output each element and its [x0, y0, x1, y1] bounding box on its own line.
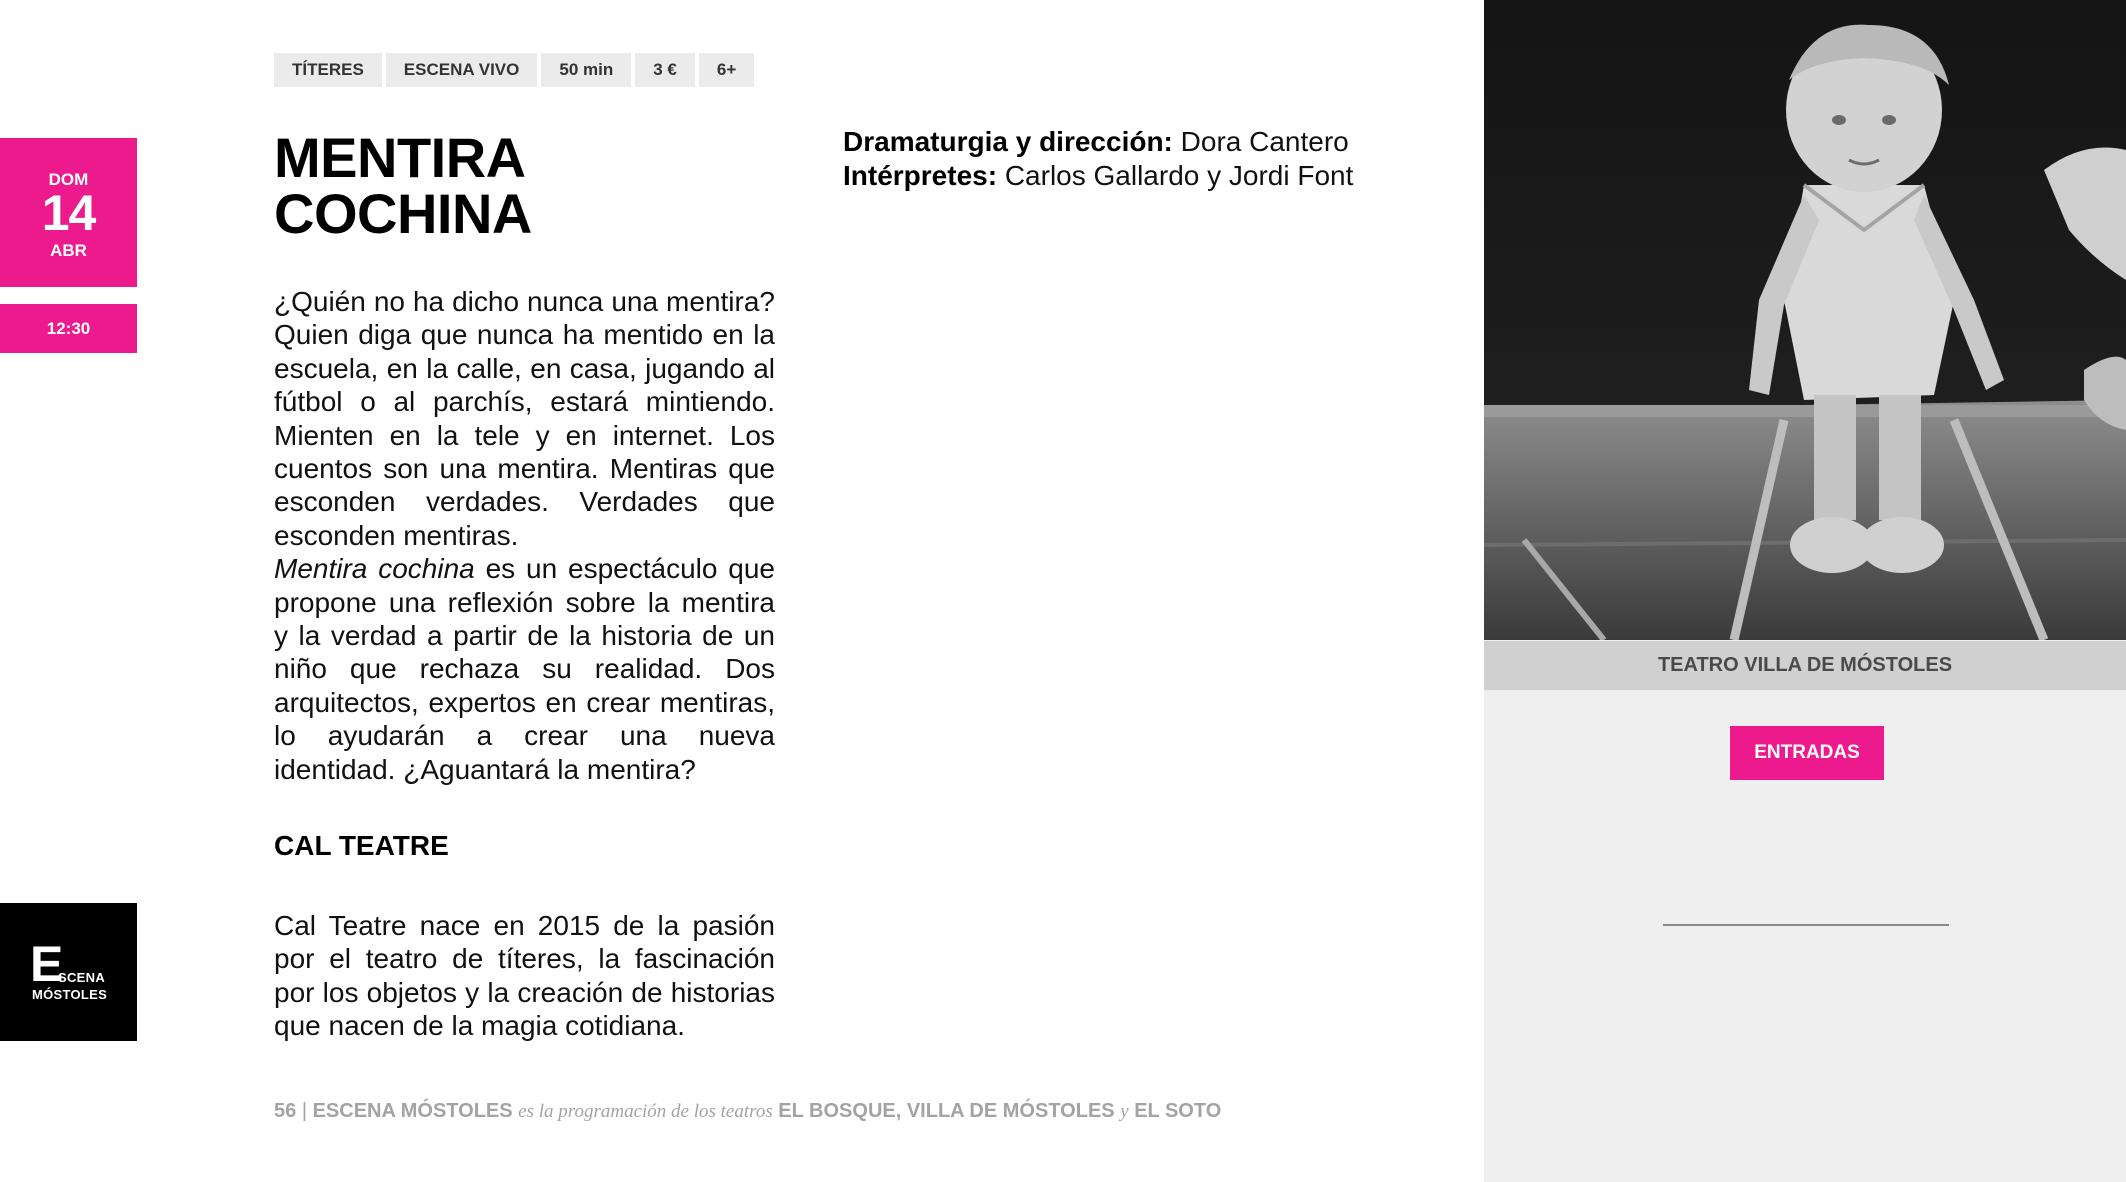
escena-mostoles-logo — [0, 903, 137, 1041]
footer-venues-b: EL SOTO — [1134, 1100, 1222, 1122]
date-badge — [0, 138, 137, 287]
synopsis-paragraph-2 — [274, 552, 775, 786]
venue-name: TEATRO VILLA DE MÓSTOLES — [1484, 641, 2126, 690]
footer-venues-a: EL BOSQUE, VILLA DE MÓSTOLES — [778, 1100, 1115, 1122]
synopsis-paragraph-2-text: es un espectáculo que propone una reflexión sobre la mentira y la verdad a partir de la historia de un niño que rechaza su realidad. Dos arquitectos, expertos en crear mentiras, lo ayudarán a crear una nueva identidad. ¿Aguantará la mentira? — [274, 553, 776, 785]
footer-conj: y — [1120, 1101, 1129, 1122]
synopsis — [274, 285, 775, 786]
show-title — [274, 126, 794, 245]
date-day: 14 — [41, 185, 96, 241]
logo-word-scena: SCENA — [58, 970, 106, 985]
tag-duration: 50 min — [541, 53, 631, 87]
credits — [843, 125, 1353, 193]
company-name: CAL TEATRE — [274, 830, 449, 861]
show-title-line2: COCHINA — [274, 182, 532, 245]
tag-age: 6+ — [699, 53, 754, 87]
credit-direction — [843, 125, 1353, 159]
page-number: 56 — [274, 1100, 297, 1122]
credit-direction-value: Dora Cantero — [1180, 126, 1349, 157]
tag-row — [274, 53, 754, 87]
footer-separator: | — [301, 1100, 308, 1122]
tag-genre: TÍTERES — [274, 53, 382, 87]
divider-line — [1663, 924, 1949, 926]
show-photo — [1484, 0, 2126, 640]
time-badge: 12:30 — [0, 304, 137, 353]
company-description: Cal Teatre nace en 2015 de la pasión por el teatro de títeres, la fascinación por los objetos y la creación de historias que nacen de la magia cotidiana. — [274, 910, 775, 1042]
credit-direction-label: Dramaturgia y dirección: — [843, 126, 1173, 157]
logo-word-mostoles: MÓSTOLES — [32, 987, 108, 1002]
credit-performers-value: Carlos Gallardo y Jordi Font — [1004, 160, 1354, 191]
page-footer — [274, 1100, 1221, 1123]
synopsis-paragraph-1: ¿Quién no ha dicho nunca una mentira? Quien diga que nunca ha mentido en la escuela, en la calle, en casa, jugando al fútbol o al parchís, estará mintiendo. Mienten en la tele y en internet. Los cuentos son una mentira. Mentiras que esconden verdades. Verdades que esconden mentiras. — [274, 286, 775, 551]
puppet-illustration — [1484, 0, 2126, 640]
logo-letter: E — [30, 936, 64, 992]
date-month: ABR — [50, 241, 87, 260]
tag-program: ESCENA VIVO — [386, 53, 538, 87]
footer-text: es la programación de los teatros — [518, 1101, 773, 1122]
right-panel — [1484, 0, 2126, 1182]
tickets-button[interactable]: ENTRADAS — [1730, 726, 1884, 780]
credit-performers — [843, 159, 1353, 193]
show-title-line1: MENTIRA — [274, 126, 526, 189]
credit-performers-label: Intérpretes: — [843, 160, 998, 191]
date-weekday: DOM — [48, 170, 89, 189]
synopsis-title-italic: Mentira cochina — [274, 553, 475, 585]
footer-brand: ESCENA MÓSTOLES — [312, 1100, 513, 1122]
tag-price: 3 € — [635, 53, 695, 87]
